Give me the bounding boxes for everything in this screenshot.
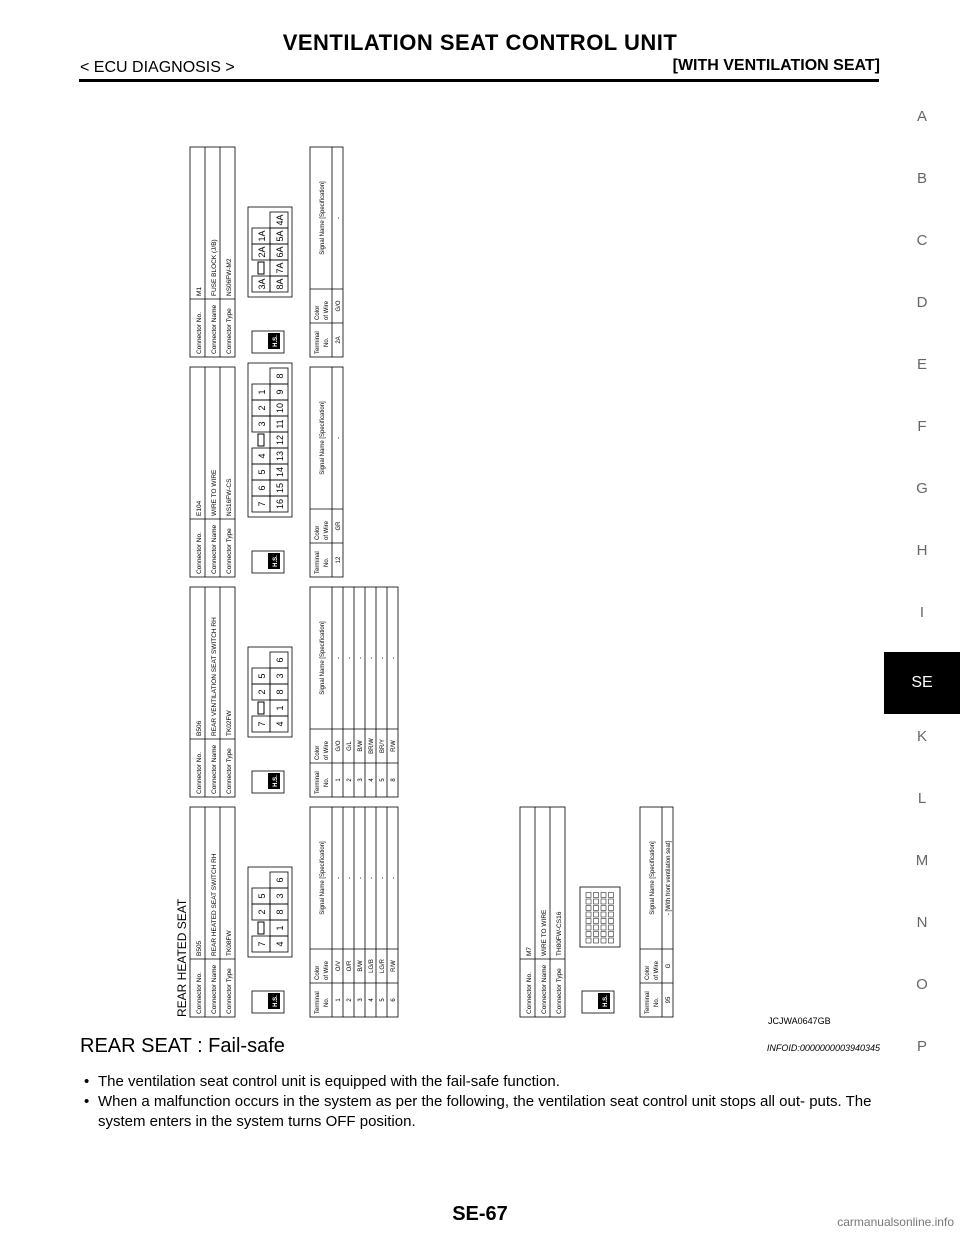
side-index-a[interactable]: A [916, 108, 927, 125]
side-index-c[interactable]: C [916, 232, 928, 249]
signal-name-cell: - [347, 657, 353, 659]
signal-name-cell: - [391, 657, 397, 659]
connector-pin-label: 1 [275, 705, 285, 711]
connector-pin [586, 912, 591, 917]
terminal-no-header: No. [324, 777, 330, 787]
connector-pin [601, 912, 606, 917]
wire-color-cell: O/V [336, 960, 342, 972]
connector-pin-label: 6A [275, 246, 285, 258]
signal-name-cell: - [369, 657, 375, 659]
wire-color-cell: B/W [358, 740, 364, 752]
wire-color-cell: BR/Y [380, 738, 386, 754]
terminal-table [310, 147, 343, 357]
signal-name-cell: - [358, 877, 364, 879]
side-index-e[interactable]: E [916, 356, 927, 373]
connector-pin-label: 7 [257, 501, 267, 507]
wire-color-cell: G/O [336, 300, 342, 312]
connector-pin [609, 919, 614, 924]
wire-color-cell: BR/W [369, 738, 375, 754]
connector-pin-label: 5 [257, 893, 267, 899]
terminal-no-header: No. [324, 557, 330, 567]
connector-pin [586, 899, 591, 904]
watermark: carmanualsonline.info [837, 1215, 954, 1229]
signal-name-cell: - [347, 877, 353, 879]
color-header: Color [315, 525, 321, 540]
signal-name-cell: - [336, 877, 342, 879]
connector-type-label: Connector Type [226, 968, 233, 1014]
connector-key [258, 702, 264, 714]
info-id: INFOID:0000000003940345 [766, 1043, 880, 1053]
connector-pin [609, 938, 614, 943]
color-header: Color [315, 745, 321, 760]
terminal-no-cell: 1 [336, 778, 342, 782]
terminal-no-header: Terminal [315, 771, 321, 794]
side-index-p[interactable]: P [916, 1038, 927, 1055]
connector-pin-label: 5 [257, 469, 267, 475]
connector-no-label: Connector No. [196, 752, 203, 794]
terminal-no-cell: 95 [666, 996, 672, 1004]
connector-name-label: Connector Name [211, 524, 218, 574]
side-index-l[interactable]: L [917, 790, 927, 807]
connector-pin [601, 925, 606, 930]
connector-pin [609, 932, 614, 937]
side-index-i[interactable]: I [919, 604, 925, 621]
wire-color-cell: G/O [336, 740, 342, 752]
wire-color-cell: GR [336, 521, 342, 531]
connector-type-label: Connector Type [556, 968, 563, 1014]
connector-pin-label: 5 [257, 673, 267, 679]
connector-pin [609, 899, 614, 904]
connector-pin-label: 6 [275, 657, 285, 663]
connector-pin [601, 932, 606, 937]
page-header-title: VENTILATION SEAT CONTROL UNIT [282, 30, 678, 55]
connector-name-label: Connector Name [211, 744, 218, 794]
terminal-no-cell: 8 [391, 778, 397, 782]
connector-key [258, 434, 264, 446]
connector-type-value: TH80FW-CS16 [556, 911, 563, 956]
terminal-no-cell: 2 [347, 998, 353, 1002]
connector-name-label: Connector Name [541, 964, 548, 1014]
connector-type-label: Connector Type [226, 308, 233, 354]
signal-name-cell: - [380, 877, 386, 879]
connector-no-value: B506 [196, 720, 203, 736]
connector-pin-label: 11 [275, 419, 285, 429]
color-header: Color [315, 965, 321, 980]
bullet-list [80, 1072, 880, 1132]
connector-pin [586, 919, 591, 924]
hs-label: H.S. [273, 995, 279, 1007]
connector-pin-label: 8 [275, 373, 285, 379]
terminal-table [310, 367, 343, 577]
side-index-o[interactable]: O [916, 976, 928, 993]
page-header-section: < ECU DIAGNOSIS > [80, 59, 235, 76]
connector-pin [601, 893, 606, 898]
connector-pin-label: 12 [275, 434, 285, 446]
side-index-d[interactable]: D [916, 294, 928, 311]
hs-label: H.S. [603, 995, 609, 1007]
connector-pin-label: 8 [275, 909, 285, 915]
connector-pin-label: 1 [257, 389, 267, 395]
connector-name-value: REAR HEATED SEAT SWITCH RH [211, 853, 218, 956]
connector-no-label: Connector No. [196, 972, 203, 1014]
terminal-no-header: Terminal [645, 991, 651, 1014]
connector-pin [609, 912, 614, 917]
connector-pin [594, 919, 599, 924]
wire-color-cell: LG/R [380, 958, 386, 974]
connector-pin-label: 16 [275, 498, 285, 510]
connector-name-value: WIRE TO WIRE [211, 469, 218, 516]
connector-pin-label: 15 [275, 482, 285, 494]
connector-diagram [175, 110, 830, 1025]
terminal-no-header: No. [324, 337, 330, 347]
bullet-item: • The ventilation seat control unit is equipped with the fail-safe function. [80, 1072, 880, 1092]
connector-name-value: FUSE BLOCK (J/B) [211, 239, 218, 296]
diagram-group-title: REAR HEATED SEAT [175, 898, 189, 1017]
connector-pin [601, 919, 606, 924]
connector-pin-label: 4 [275, 721, 285, 727]
header-rule [79, 79, 879, 82]
terminal-no-cell: 4 [369, 998, 375, 1002]
side-index-se-active[interactable]: SE [884, 652, 960, 714]
connector-pin-label: 3 [275, 893, 285, 899]
connector-pin [586, 938, 591, 943]
connector-name-value: REAR VENTILATION SEAT SWITCH RH [211, 617, 218, 736]
hs-label: H.S. [273, 555, 279, 567]
connector-no-value: B505 [196, 940, 203, 956]
connector-pin [594, 893, 599, 898]
connector-pin-label: 7 [257, 721, 267, 727]
connector-pin-label: 6 [257, 485, 267, 491]
connector-key [258, 922, 264, 934]
side-index-g[interactable]: G [916, 480, 928, 497]
connector-pin-label: 2 [257, 405, 267, 411]
color-header: of Wire [324, 520, 330, 540]
connector-pin [594, 932, 599, 937]
connector-name-value: WIRE TO WIRE [541, 909, 548, 956]
signal-name-cell: - [With front ventilation seat] [666, 840, 672, 916]
terminal-no-header: No. [324, 997, 330, 1007]
connector-pin-label: 3A [257, 278, 267, 290]
hs-label: H.S. [273, 775, 279, 787]
connector-pin-label: 2A [257, 246, 267, 258]
connector-pin [609, 893, 614, 898]
terminal-no-header: Terminal [315, 331, 321, 354]
signal-name-cell: - [391, 877, 397, 879]
wire-color-cell: R/W [391, 960, 397, 972]
connector-pin [594, 938, 599, 943]
side-index-f[interactable]: F [917, 418, 927, 435]
connector-pin-label: 2 [257, 689, 267, 695]
terminal-no-cell: 1 [336, 998, 342, 1002]
connector-type-label: Connector Type [226, 748, 233, 794]
connector-pin-label: 4 [257, 453, 267, 459]
figure-id: JCJWA0647GB [768, 1016, 831, 1026]
connector-type-value: TK08FW [226, 930, 233, 956]
connector-type-value: TK02FW [226, 710, 233, 736]
signal-name-cell: - [369, 877, 375, 879]
connector-pin-label: 3 [275, 673, 285, 679]
terminal-no-header: Terminal [315, 551, 321, 574]
page-header-subsection: [WITH VENTILATION SEAT] [672, 57, 880, 74]
connector-pin [594, 912, 599, 917]
connector-pin-label: 5A [275, 230, 285, 242]
side-index-b[interactable]: B [916, 170, 927, 187]
connector-pin-label: 9 [275, 389, 285, 395]
connector-key [258, 262, 264, 274]
connector-no-value: E104 [196, 500, 203, 516]
terminal-no-header: Terminal [315, 991, 321, 1014]
wire-color-cell: R/W [391, 740, 397, 752]
side-index-h[interactable]: H [916, 542, 928, 559]
connector-pin [594, 925, 599, 930]
connector-pin [601, 938, 606, 943]
signal-name-cell: - [336, 217, 342, 219]
connector-no-label: Connector No. [526, 972, 533, 1014]
bullet-item: • When a malfunction occurs in the system as per the following, the ventilation seat control unit stops all out- puts. The system enters in the system turns OFF position. [80, 1092, 880, 1132]
color-header: of Wire [324, 300, 330, 320]
terminal-no-cell: 2 [347, 778, 353, 782]
connector-type-label: Connector Type [226, 528, 233, 574]
connector-pin [586, 925, 591, 930]
page-number: SE-67 [452, 1203, 508, 1225]
connector-pin-label: 7A [275, 262, 285, 274]
connector-pin-label: 14 [275, 466, 285, 478]
connector-no-label: Connector No. [196, 312, 203, 354]
terminal-no-header: No. [654, 997, 660, 1007]
connector-pin-label: 4 [275, 941, 285, 947]
side-index-m[interactable]: M [915, 852, 929, 869]
connector-pin-label: 8A [275, 278, 285, 290]
wire-color-cell: G/L [347, 741, 353, 751]
section-title: REAR SEAT : Fail-safe [80, 1035, 285, 1057]
signal-name-cell: - [380, 657, 386, 659]
signal-name-header: Signal Name [Specification] [320, 181, 326, 255]
color-header: of Wire [654, 960, 660, 980]
signal-name-header: Signal Name [Specification] [320, 841, 326, 915]
connector-pin-label: 6 [275, 877, 285, 883]
signal-name-header: Signal Name [Specification] [320, 401, 326, 475]
connector-pin-label: 1 [275, 925, 285, 931]
connector-pin-label: 3 [257, 421, 267, 427]
connector-pin-label: 4A [275, 214, 285, 226]
connector-pin [609, 906, 614, 911]
signal-name-cell: - [336, 657, 342, 659]
connector-no-value: M7 [526, 946, 533, 956]
connector-pin-label: 7 [257, 941, 267, 947]
color-header: Color [315, 305, 321, 320]
color-header: Color [645, 965, 651, 980]
terminal-no-cell: 3 [358, 778, 364, 782]
connector-pin-label: 1A [257, 230, 267, 242]
connector-name-label: Connector Name [211, 304, 218, 354]
connector-pin [586, 932, 591, 937]
connector-pin [586, 893, 591, 898]
side-index [884, 94, 960, 1086]
color-header: of Wire [324, 960, 330, 980]
side-index-n[interactable]: N [916, 914, 928, 931]
connector-type-value: NS16FW-CS [226, 478, 233, 516]
signal-name-cell: - [336, 437, 342, 439]
connector-pin [586, 906, 591, 911]
side-index-k[interactable]: K [916, 728, 927, 745]
signal-name-header: Signal Name [Specification] [320, 621, 326, 695]
wire-color-cell: B/W [358, 960, 364, 972]
connector-no-value: M1 [196, 286, 203, 296]
connector-pin-label: 2 [257, 909, 267, 915]
wire-color-cell: LG/B [369, 959, 375, 973]
signal-name-cell: - [358, 657, 364, 659]
terminal-no-cell: 6 [391, 998, 397, 1002]
signal-name-header: Signal Name [Specification] [650, 841, 656, 915]
connector-pin [594, 899, 599, 904]
terminal-no-cell: 5 [380, 998, 386, 1002]
connector-type-value: NS06FW-M2 [226, 258, 233, 296]
connector-no-label: Connector No. [196, 532, 203, 574]
connector-pin [601, 906, 606, 911]
terminal-no-cell: 5 [380, 778, 386, 782]
terminal-no-cell: 3 [358, 998, 364, 1002]
terminal-no-cell: 4 [369, 778, 375, 782]
connector-pin-label: 10 [275, 402, 285, 414]
connector-name-label: Connector Name [211, 964, 218, 1014]
wire-color-cell: G [666, 963, 672, 969]
hs-label: H.S. [273, 335, 279, 347]
connector-pin [594, 906, 599, 911]
connector-pin [601, 899, 606, 904]
terminal-no-cell: 12 [336, 556, 342, 564]
color-header: of Wire [324, 740, 330, 760]
wire-color-cell: O/R [347, 960, 353, 972]
terminal-no-cell: 2A [336, 336, 342, 344]
connector-pin [609, 925, 614, 930]
connector-pin-label: 8 [275, 689, 285, 695]
connector-pin-label: 13 [275, 450, 285, 462]
